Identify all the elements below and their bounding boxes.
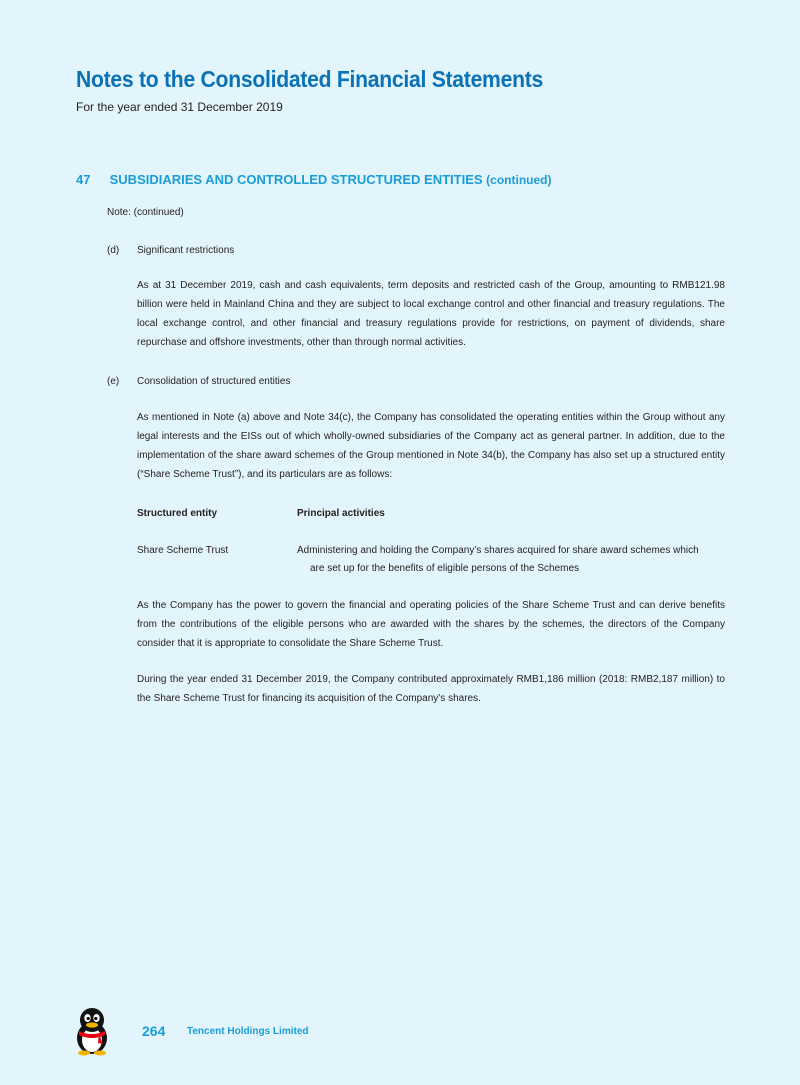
page-header-title: Notes to the Consolidated Financial Statements [76, 66, 544, 92]
paragraph-consolidation: As the Company has the power to govern the financial and operating policies of the Share Scheme Trust and can derive benefits from the contributions of the eligible persons who are awarded with the shares by the schemes, the directors of the Company consider that it is appropriate to consolidate the Share Scheme Trust. [137, 600, 725, 649]
page-header-subtitle: For the year ended 31 December 2019 [76, 100, 283, 114]
section-title: SUBSIDIARIES AND CONTROLLED STRUCTURED ENTITIES [109, 172, 483, 187]
penguin-logo-icon [72, 1006, 112, 1056]
table-header-activities: Principal activities [297, 508, 385, 519]
section-heading [76, 172, 552, 187]
table-cell-entity: Share Scheme Trust [137, 545, 229, 556]
item-d-heading: Significant restrictions [137, 245, 235, 256]
section-continued: (continued) [486, 173, 552, 187]
item-e-heading: Consolidation of structured entities [137, 376, 291, 387]
table-header-entity: Structured entity [137, 508, 218, 519]
item-e-marker: (e) [107, 376, 120, 387]
section-number: 47 [76, 172, 91, 187]
table-cell-activity-line1: Administering and holding the Company’s shares acquired for share award schemes which [297, 545, 699, 556]
paragraph-contribution: During the year ended 31 December 2019, the Company contributed approximately RMB1,186 million (2018: RMB2,187 million) to the Share Scheme Trust for financing its acquisition of the Company’s shares. [137, 674, 725, 704]
item-d-marker: (d) [107, 245, 120, 256]
item-d-paragraph: As at 31 December 2019, cash and cash equivalents, term deposits and restricted cash of the Group, amounting to RMB121.98 billion were held in Mainland China and they are subject to local exchange control and other financial and treasury regulations. The local exchange control, and other financial and treasury regulations provide for restrictions, on payment of dividends, share repurchase and offshore investments, other than through normal activities. [137, 280, 725, 348]
item-e-paragraph: As mentioned in Note (a) above and Note 34(c), the Company has consolidated the operating entities within the Group without any legal interests and the EISs out of which wholly-owned subsidiaries of the Company act as general partner. In addition, due to the implementation of the share award schemes of the Group mentioned in Note 34(b), the Company has also set up a structured entity (“Share Scheme Trust”), and its particulars are as follows: [137, 412, 725, 480]
page-number: 264 [142, 1023, 166, 1039]
note-label: Note: (continued) [107, 207, 184, 218]
company-name: Tencent Holdings Limited [187, 1026, 309, 1037]
table-cell-activity-line2: are set up for the benefits of eligible persons of the Schemes [310, 563, 580, 574]
